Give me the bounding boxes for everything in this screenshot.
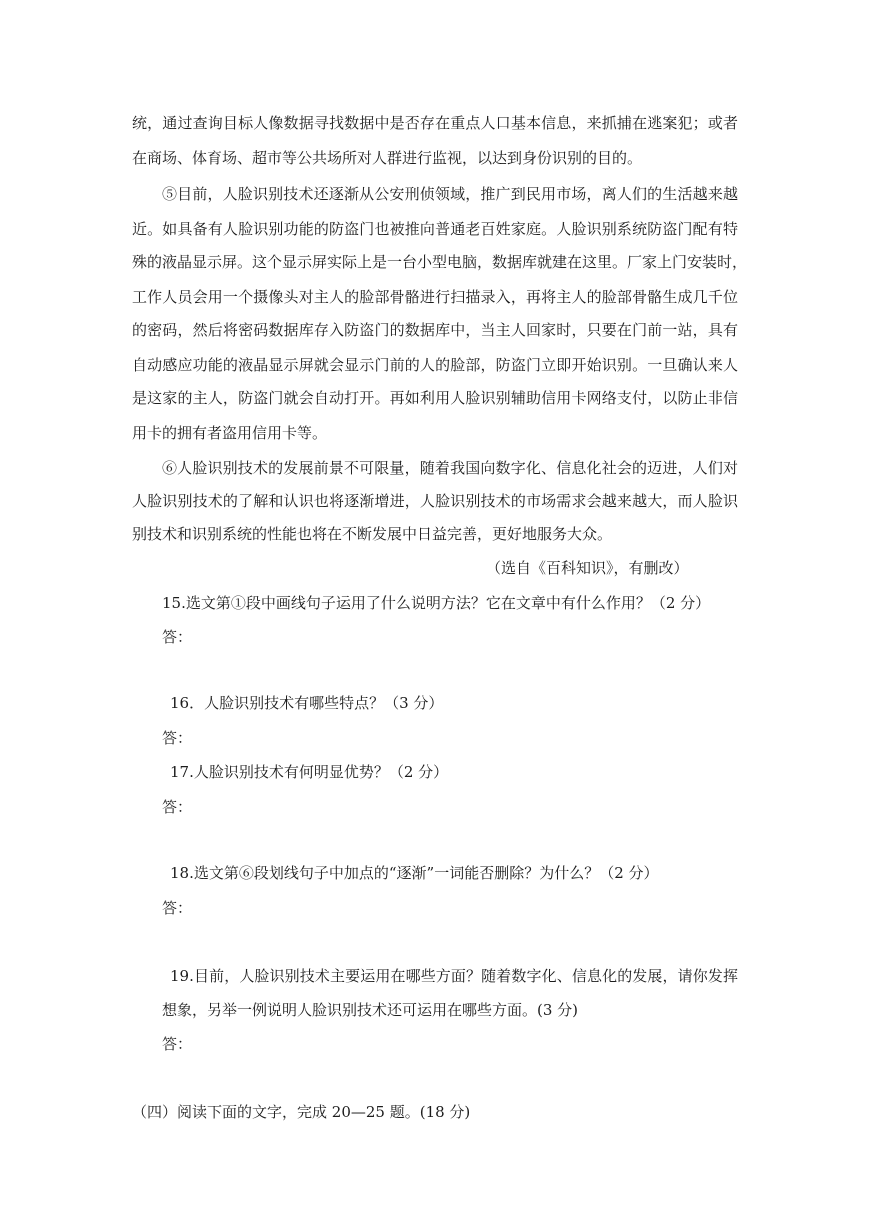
question-15: 15.选文第①段中画线句子运用了什么说明方法？它在文章中有什么作用？（2 分）: [162, 594, 711, 612]
passage-line: 统，通过查询目标人像数据寻找数据中是否存在重点人口基本信息，来抓捕在逃案犯；或者: [132, 114, 738, 132]
question-19-continued: 想象，另举一例说明人脸识别技术还可运用在哪些方面。(3 分): [162, 1001, 579, 1019]
paragraph-5-line: ⑤目前，人脸识别技术还逐渐从公安刑侦领域，推广到民用市场，离人们的生活越来越: [162, 185, 738, 203]
question-17: 17.人脸识别技术有何明显优势？（2 分）: [170, 763, 449, 781]
answer-label: 答：: [162, 899, 193, 917]
paragraph-5-line: 自动感应功能的液晶显示屏就会显示门前的人的脸部，防盗门立即开始识别。一旦确认来人: [132, 356, 738, 374]
paragraph-5-line: 的密码，然后将密码数据库存入防盗门的数据库中，当主人回家时，只要在门前一站，具有: [132, 321, 738, 339]
section-heading: （四）阅读下面的文字，完成 20—25 题。(18 分): [132, 1103, 471, 1121]
answer-label: 答：: [162, 729, 193, 747]
paragraph-5-line: 殊的液晶显示屏。这个显示屏实际上是一台小型电脑，数据库就建在这里。厂家上门安装时，: [132, 253, 748, 271]
question-16: 16．人脸识别技术有哪些特点？（3 分）: [170, 694, 444, 712]
paragraph-5-line: 用卡的拥有者盗用信用卡等。: [132, 424, 328, 442]
paragraph-5-line: 工作人员会用一个摄像头对主人的脸部骨骼进行扫描录入，再将主人的脸部骨骼生成几千位: [132, 288, 738, 306]
answer-label: 答：: [162, 1035, 193, 1053]
question-18: 18.选文第⑥段划线句子中加点的“逐渐”一词能否删除？为什么？（2 分）: [170, 864, 659, 882]
paragraph-6-line: 人脸识别技术的了解和认识也将逐渐增进，人脸识别技术的市场需求会越来越大，而人脸识: [132, 492, 738, 510]
passage-line: 在商场、体育场、超市等公共场所对人群进行监视，以达到身份识别的目的。: [132, 149, 643, 167]
paragraph-5-line: 近。如具备有人脸识别功能的防盗门也被推向普通老百姓家庭。人脸识别系统防盗门配有特: [132, 220, 738, 238]
paragraph-6-line: 别技术和识别系统的性能也将在不断发展中日益完善，更好地服务大众。: [132, 525, 613, 543]
paragraph-6-line: ⑥人脸识别技术的发展前景不可限量，随着我国向数字化、信息化社会的迈进，人们对: [162, 459, 738, 477]
answer-label: 答：: [162, 798, 193, 816]
paragraph-5-line: 是这家的主人，防盗门就会自动打开。再如利用人脸识别辅助信用卡网络支付，以防止非信: [132, 389, 738, 407]
answer-label: 答：: [162, 628, 193, 646]
source-citation: （选自《百科知识》，有删改）: [486, 559, 689, 577]
question-19: 19.目前，人脸识别技术主要运用在哪些方面？随着数字化、信息化的发展，请你发挥: [170, 967, 738, 985]
